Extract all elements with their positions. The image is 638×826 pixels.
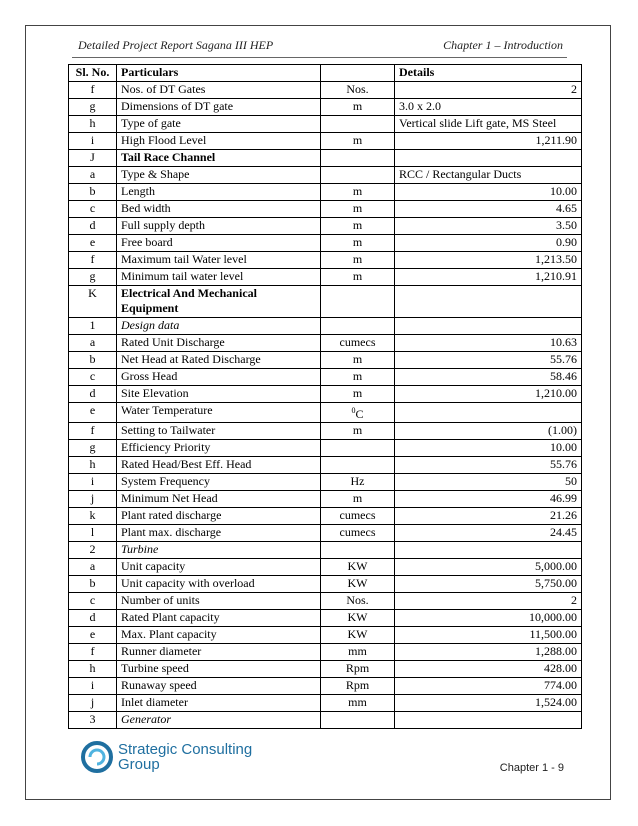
row-particulars: Turbine [117,542,321,559]
row-sl-no: b [69,184,117,201]
row-unit: m [321,218,395,235]
header-document-title: Detailed Project Report Sagana III HEP [78,38,274,52]
row-details: 1,211.90 [395,133,582,150]
row-particulars: Minimum tail water level [117,269,321,286]
row-particulars: Efficiency Priority [117,440,321,457]
header-sl-no: Sl. No. [69,65,117,82]
row-unit: KW [321,610,395,627]
row-sl-no: b [69,352,117,369]
row-unit: KW [321,576,395,593]
row-sl-no: g [69,440,117,457]
row-details: 428.00 [395,661,582,678]
row-unit: m [321,99,395,116]
table-row [69,286,582,318]
table-row [69,593,582,610]
celsius-symbol: C [355,407,364,421]
row-particulars: Site Elevation [117,386,321,403]
table-row [69,712,582,729]
row-sl-no: 2 [69,542,117,559]
row-unit [321,150,395,167]
row-unit: cumecs [321,525,395,542]
row-particulars: Rated Plant capacity [117,610,321,627]
table-row [69,423,582,440]
row-sl-no: d [69,386,117,403]
table-row [69,627,582,644]
row-unit: m [321,133,395,150]
table-row [69,252,582,269]
row-details: 58.46 [395,369,582,386]
row-sl-no: d [69,610,117,627]
table-row [69,82,582,99]
row-particulars: Inlet diameter [117,695,321,712]
row-details: 10.00 [395,440,582,457]
row-particulars: Tail Race Channel [117,150,321,167]
row-details: 24.45 [395,525,582,542]
row-sl-no: h [69,116,117,133]
row-sl-no: j [69,491,117,508]
row-particulars: Water Temperature [117,403,321,423]
row-details: Vertical slide Lift gate, MS Steel [395,116,582,133]
row-unit: Rpm [321,661,395,678]
company-logo [80,740,265,776]
table-row [69,678,582,695]
row-particulars: Maximum tail Water level [117,252,321,269]
row-details: 3.0 x 2.0 [395,99,582,116]
row-particulars: Max. Plant capacity [117,627,321,644]
row-unit [321,542,395,559]
row-sl-no: c [69,369,117,386]
table-row [69,133,582,150]
row-details: 11,500.00 [395,627,582,644]
row-sl-no: i [69,474,117,491]
row-details: 46.99 [395,491,582,508]
row-details [395,403,582,423]
row-sl-no: h [69,457,117,474]
footer-page-number: Chapter 1 - 9 [499,762,564,774]
table-row [69,184,582,201]
row-unit [321,318,395,335]
row-unit: Nos. [321,593,395,610]
row-details: 1,524.00 [395,695,582,712]
row-particulars: Runner diameter [117,644,321,661]
table-row [69,403,582,423]
row-unit: m [321,235,395,252]
row-unit: Nos. [321,82,395,99]
row-sl-no: J [69,150,117,167]
row-details: 3.50 [395,218,582,235]
row-particulars: Full supply depth [117,218,321,235]
row-unit [321,286,395,318]
row-unit: KW [321,627,395,644]
row-particulars: Setting to Tailwater [117,423,321,440]
table-row [69,269,582,286]
row-particulars: Runaway speed [117,678,321,695]
row-unit [321,712,395,729]
header-unit [321,65,395,82]
row-particulars: Number of units [117,593,321,610]
row-details: 1,210.00 [395,386,582,403]
row-unit: m [321,352,395,369]
row-unit [321,116,395,133]
table-row [69,386,582,403]
header-particulars: Particulars [117,65,321,82]
row-unit [321,457,395,474]
row-sl-no: c [69,593,117,610]
row-details: 21.26 [395,508,582,525]
row-details: 5,750.00 [395,576,582,593]
row-particulars: Unit capacity [117,559,321,576]
row-sl-no: g [69,269,117,286]
row-sl-no: 1 [69,318,117,335]
row-details: 50 [395,474,582,491]
row-sl-no: f [69,644,117,661]
row-sl-no: k [69,508,117,525]
row-details: 2 [395,593,582,610]
table-row [69,201,582,218]
table-row [69,235,582,252]
row-particulars: Type & Shape [117,167,321,184]
header-details: Details [395,65,582,82]
degree-superscript: 0 [351,406,356,415]
row-particulars: Dimensions of DT gate [117,99,321,116]
row-particulars: Free board [117,235,321,252]
row-unit: m [321,201,395,218]
row-details: 55.76 [395,457,582,474]
table-row [69,474,582,491]
row-particulars: Rated Unit Discharge [117,335,321,352]
table-header-row [69,65,582,82]
row-particulars: Net Head at Rated Discharge [117,352,321,369]
table-row [69,99,582,116]
row-details [395,286,582,318]
table-row [69,508,582,525]
row-sl-no: i [69,678,117,695]
row-unit: m [321,252,395,269]
table-row [69,218,582,235]
row-details: 0.90 [395,235,582,252]
table-row [69,352,582,369]
row-particulars: High Flood Level [117,133,321,150]
row-sl-no: 3 [69,712,117,729]
header-divider [72,57,567,58]
row-particulars: System Frequency [117,474,321,491]
table-row [69,335,582,352]
logo-text-line1: Strategic Consulting [118,741,253,758]
row-unit: cumecs [321,508,395,525]
row-particulars: Turbine speed [117,661,321,678]
row-sl-no: c [69,201,117,218]
row-sl-no: e [69,403,117,423]
row-particulars: Nos. of DT Gates [117,82,321,99]
table-row [69,576,582,593]
row-details: 5,000.00 [395,559,582,576]
table-row [69,116,582,133]
logo-text-line2: Group [118,756,160,773]
row-details: 10.63 [395,335,582,352]
row-details: 10.00 [395,184,582,201]
row-unit [321,167,395,184]
row-sl-no: a [69,559,117,576]
table-row [69,695,582,712]
table-row [69,610,582,627]
row-details [395,712,582,729]
row-sl-no: g [69,99,117,116]
row-unit: KW [321,559,395,576]
row-details: (1.00) [395,423,582,440]
row-unit: m [321,269,395,286]
swirl-logo-icon [80,740,114,774]
row-unit: m [321,386,395,403]
row-unit: m [321,369,395,386]
table-row [69,150,582,167]
row-details [395,318,582,335]
row-details: 10,000.00 [395,610,582,627]
row-unit: m [321,184,395,201]
row-sl-no: f [69,82,117,99]
row-particulars: Design data [117,318,321,335]
row-sl-no: b [69,576,117,593]
row-details: 1,213.50 [395,252,582,269]
row-details [395,542,582,559]
row-particulars: Minimum Net Head [117,491,321,508]
table-row [69,542,582,559]
row-sl-no: e [69,235,117,252]
row-sl-no: a [69,167,117,184]
row-particulars: Generator [117,712,321,729]
header-chapter-title: Chapter 1 – Introduction [443,38,563,52]
row-details: 2 [395,82,582,99]
table-row [69,318,582,335]
row-unit: Hz [321,474,395,491]
row-particulars: Electrical And Mechanical Equipment [117,286,321,318]
row-sl-no: f [69,423,117,440]
table-row [69,167,582,184]
row-particulars: Gross Head [117,369,321,386]
row-details: 55.76 [395,352,582,369]
row-unit [321,440,395,457]
row-unit: mm [321,644,395,661]
table-row [69,525,582,542]
row-particulars: Plant rated discharge [117,508,321,525]
row-details: 4.65 [395,201,582,218]
table-row [69,491,582,508]
row-details: RCC / Rectangular Ducts [395,167,582,184]
row-unit: Rpm [321,678,395,695]
row-sl-no: e [69,627,117,644]
table-row [69,559,582,576]
row-sl-no: K [69,286,117,318]
table-row [69,440,582,457]
row-unit: mm [321,695,395,712]
table-row [69,369,582,386]
table-row [69,644,582,661]
row-particulars: Unit capacity with overload [117,576,321,593]
row-sl-no: d [69,218,117,235]
row-sl-no: i [69,133,117,150]
row-details [395,150,582,167]
row-particulars: Length [117,184,321,201]
specification-table [68,64,582,729]
row-particulars: Rated Head/Best Eff. Head [117,457,321,474]
row-sl-no: l [69,525,117,542]
row-unit: cumecs [321,335,395,352]
row-unit: m [321,423,395,440]
row-sl-no: j [69,695,117,712]
row-particulars: Plant max. discharge [117,525,321,542]
row-particulars: Bed width [117,201,321,218]
row-particulars: Type of gate [117,116,321,133]
row-details: 774.00 [395,678,582,695]
row-unit [321,403,395,423]
row-unit: m [321,491,395,508]
row-sl-no: a [69,335,117,352]
row-details: 1,210.91 [395,269,582,286]
table-row [69,457,582,474]
row-sl-no: f [69,252,117,269]
row-details: 1,288.00 [395,644,582,661]
row-sl-no: h [69,661,117,678]
table-row [69,661,582,678]
